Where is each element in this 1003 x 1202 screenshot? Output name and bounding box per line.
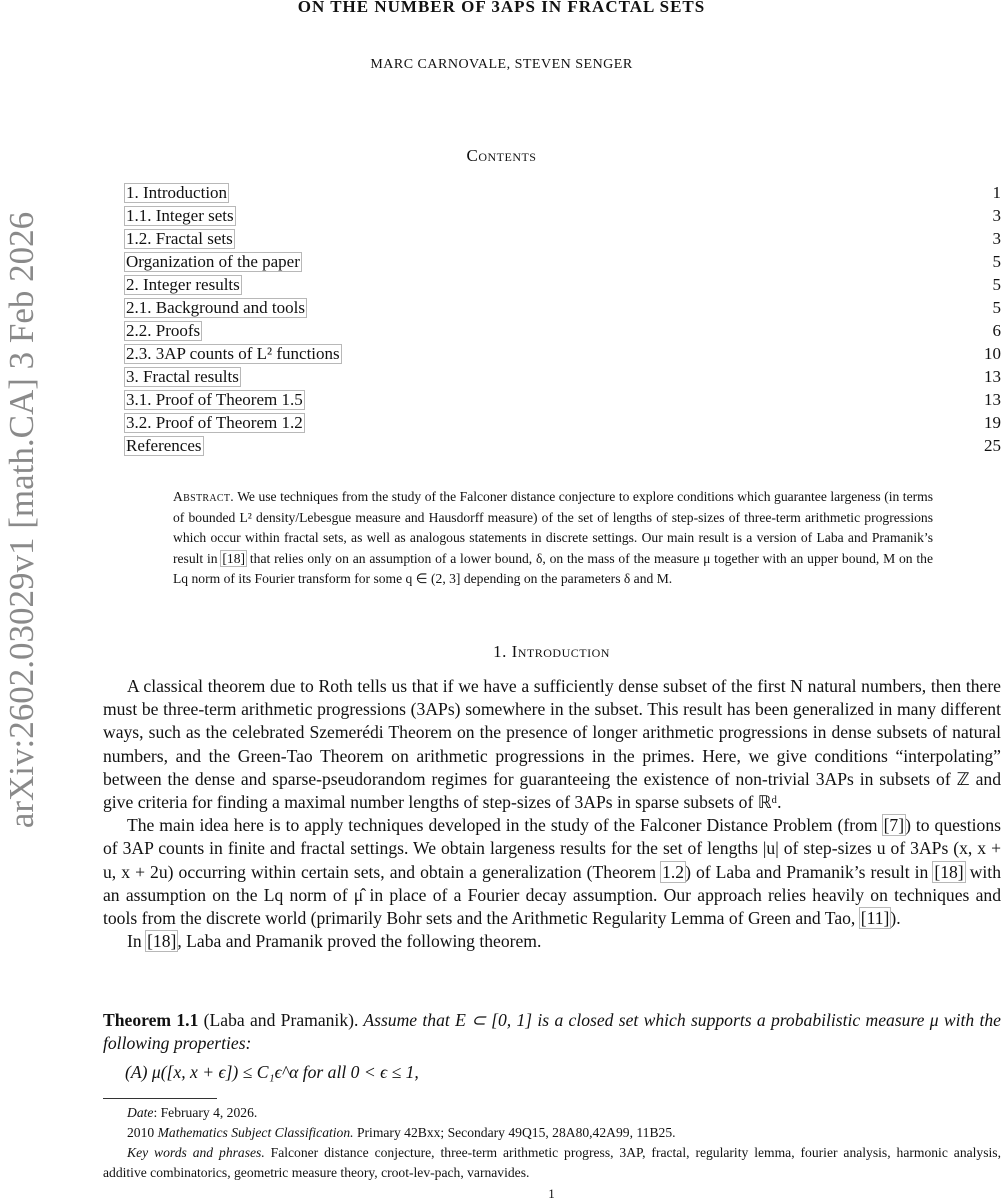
paragraph: A classical theorem due to Roth tells us that if we have a sufficiently dense subset of the first N natural numbers, then there must be three-term arithmetic progressions (3APs) somewhere in the subset. This result has been generalized in many different ways, such as the celebrated Szemerédi Theorem on the presence of longer arithmetic progressions in dense subsets of natural numbers, and the Green-Tao Theorem on arithmetic progressions in the primes. Here, we give conditions “interpolating” between the dense and sparse-pseudorandom regimes for guaranteeing the existence of non-trivial 3APs in subsets of ℤ and give criteria for finding a maximal number lengths of step-sizes of 3APs in sparse subsets of ℝᵈ. (103, 676, 1001, 813)
theorem-condition-a: (A) μ([x, x + ϵ]) ≤ C₁ϵ^α for all 0 < ϵ ≤ 1, (125, 1062, 419, 1082)
toc-page-number: 5 (992, 297, 1001, 317)
paragraph-text: ). (890, 908, 901, 929)
toc-page-number: 5 (992, 274, 1001, 294)
theorem-reference-link[interactable]: 1.2 (662, 861, 685, 882)
paragraph-text: In (127, 931, 147, 952)
toc-entry (125, 434, 1001, 457)
paragraph-text: , Laba and Pramanik proved the following theorem. (177, 931, 542, 952)
toc-link-integer-results[interactable]: 2. Integer results (126, 274, 240, 294)
toc-entry (125, 181, 1001, 204)
citation-link[interactable]: [18] (147, 931, 177, 952)
footnote-value: : February 4, 2026. (153, 1105, 258, 1120)
theorem-label: Theorem 1.1 (103, 1010, 199, 1030)
contents-heading: Contents (466, 146, 537, 165)
toc-entry (125, 319, 1001, 342)
paragraph-text: ) of Laba and Pramanik’s result in (685, 861, 934, 882)
toc-link-fractal-results[interactable]: 3. Fractal results (126, 366, 239, 386)
paragraph-text: The main idea here is to apply techniques developed in the study of the Falconer Distance Problem (from (127, 815, 883, 836)
toc-link-proof-thm-1-2[interactable]: 3.2. Proof of Theorem 1.2 (126, 412, 303, 432)
theorem-attribution: (Laba and Pramanik). (198, 1010, 359, 1030)
footnotes (103, 1103, 1001, 1183)
footnote-keywords (103, 1143, 1001, 1183)
footnote-label: Mathematics Subject Classification. (157, 1125, 354, 1140)
toc-link-references[interactable]: References (126, 435, 202, 455)
footnote-date (103, 1103, 1001, 1123)
toc-entry (125, 250, 1001, 273)
section-title: Introduction (511, 642, 610, 661)
arxiv-identifier-stamp[interactable]: arXiv:2602.03029v1 [math.CA] 3 Feb 2026 (2, 211, 41, 829)
toc-page-number: 3 (992, 205, 1001, 225)
footnote-value: Falconer distance conjecture, three-term arithmetic progress, 3AP, fractal, regularity lemma, fourier analysis, harmonic analysis, additive combinatorics, geometric measure theory, croot-lev-pach, varnavides. (103, 1145, 1001, 1180)
paragraph-text: with an assumption on the Lq norm of μ̂ in place of a Fourier decay assumption. Our approach relies heavily on techniques and tools from the discrete world (primarily Bohr sets and the Arithmetic Regularity Lemma of Green and Tao, (103, 861, 1001, 929)
toc-entry (125, 227, 1001, 250)
toc-link-integer-sets[interactable]: 1.1. Integer sets (126, 205, 234, 225)
toc-entry (125, 388, 1001, 411)
paper-title: ON THE NUMBER OF 3APS IN FRACTAL SETS (297, 0, 706, 16)
paragraph (103, 930, 1001, 953)
toc-page-number: 25 (984, 435, 1001, 455)
section-number: 1. (493, 642, 507, 661)
toc-entry (125, 204, 1001, 227)
toc-link-proof-thm-1-5[interactable]: 3.1. Proof of Theorem 1.5 (126, 389, 303, 409)
abstract-text: that relies only on an assumption of a lower bound, δ, on the mass of the measure μ together with an upper bound, M on the Lq norm of its Fourier transform for some q ∈ (2, 3] depending on the parameters δ and M. (173, 550, 934, 586)
toc-page-number: 3 (992, 228, 1001, 248)
citation-link[interactable]: [11] (860, 908, 890, 929)
table-of-contents (125, 181, 1001, 457)
toc-link-organization[interactable]: Organization of the paper (126, 251, 300, 271)
section-heading-introduction (0, 642, 1003, 662)
citation-link[interactable]: [7] (883, 815, 905, 836)
page-number: 1 (548, 1186, 555, 1201)
citation-link[interactable]: [18] (934, 861, 964, 882)
theorem-statement: Assume that E ⊂ [0, 1] is a closed set which supports a probabilistic measure μ with the following properties: (103, 1010, 1001, 1054)
toc-link-fractal-sets[interactable]: 1.2. Fractal sets (126, 228, 233, 248)
theorem-1-1 (103, 1009, 1001, 1055)
abstract-math: L² density (239, 509, 296, 525)
abstract (173, 487, 933, 590)
toc-page-number: 5 (992, 251, 1001, 271)
footnote-value: Primary 42Bxx; Secondary 49Q15, 28A80,42A99, 11B25. (353, 1125, 676, 1140)
paragraph-text: ) to questions of 3AP counts in finite and fractal settings. We obtain largeness results for the set of lengths |u| of step-sizes u of 3APs (x, x + u, x + 2u) occurring within certain sets, and obtain a generalization (Theorem (103, 815, 1001, 882)
toc-entry (125, 342, 1001, 365)
footnote-prefix: 2010 (127, 1125, 158, 1140)
toc-entry (125, 273, 1001, 296)
abstract-text: /Lebesgue measure and Hausdorff measure) of the set of lengths of step-sizes of three-term arithmetic progressions which occur within fractal sets, as well as analogous statements in discrete settings. Our main result is a version of Laba and Pramanik’s result in (173, 509, 934, 566)
toc-entry (125, 365, 1001, 388)
toc-entry (125, 411, 1001, 434)
toc-link-3ap-counts[interactable]: 2.3. 3AP counts of L² functions (126, 343, 340, 363)
toc-link-background-tools[interactable]: 2.1. Background and tools (126, 297, 305, 317)
footnote-divider (103, 1098, 217, 1099)
abstract-label: Abstract. (173, 489, 234, 504)
introduction-body (103, 675, 1001, 953)
citation-link[interactable]: [18] (222, 550, 246, 566)
toc-entry (125, 296, 1001, 319)
toc-link-introduction[interactable]: 1. Introduction (126, 182, 228, 202)
toc-link-proofs[interactable]: 2.2. Proofs (126, 320, 201, 340)
abstract-text: We use techniques from the study of the Falconer distance conjecture to explore conditions which guarantee largeness (in terms of bounded (173, 489, 933, 525)
footnote-label: Key words and phrases. (127, 1145, 265, 1160)
toc-page-number: 19 (984, 412, 1001, 432)
toc-page-number: 13 (984, 366, 1001, 386)
footnote-label: Date (127, 1105, 154, 1120)
paper-authors: MARC CARNOVALE, STEVEN SENGER (370, 57, 633, 72)
toc-page-number: 13 (984, 389, 1001, 409)
footnote-msc (103, 1123, 1001, 1143)
toc-page-number: 10 (984, 343, 1001, 363)
paragraph (103, 814, 1001, 930)
toc-page-number: 1 (992, 182, 1001, 202)
toc-page-number: 6 (992, 320, 1001, 340)
